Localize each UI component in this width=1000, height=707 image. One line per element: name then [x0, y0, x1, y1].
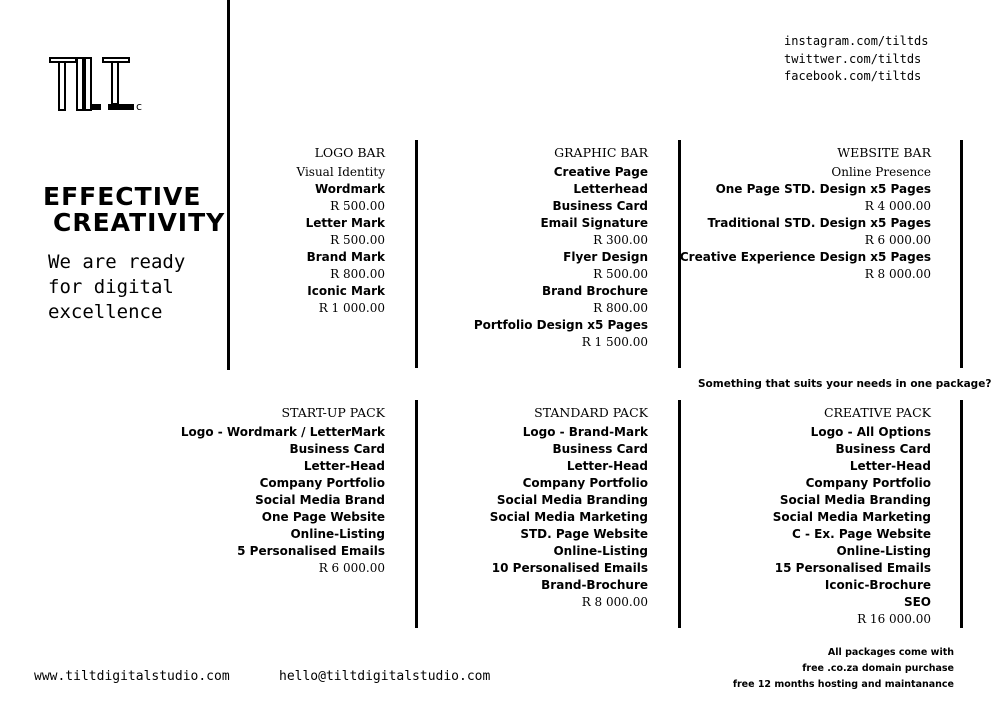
- price-or-detail: Visual Identity: [296, 165, 385, 179]
- service-item: Business Card: [835, 442, 931, 456]
- service-item: Social Media Branding: [779, 493, 931, 507]
- price-or-detail: R 500.00: [593, 267, 648, 281]
- service-item: Creative Page: [553, 165, 648, 179]
- price-or-detail: R 4 000.00: [864, 199, 931, 213]
- price-or-detail: R 500.00: [330, 233, 385, 247]
- service-item: Letter Mark: [305, 216, 385, 230]
- service-item: One Page Website: [261, 510, 385, 524]
- service-item: Letter-Head: [849, 459, 931, 473]
- logo-bar: [297, 144, 386, 317]
- service-item: One Page STD. Design x5 Pages: [715, 182, 931, 196]
- price-or-detail: R 800.00: [593, 301, 648, 315]
- price-or-detail: R 800.00: [330, 267, 385, 281]
- note-line: free .co.za domain purchase: [802, 663, 954, 674]
- service-item: STD. Page Website: [520, 527, 648, 541]
- note-line: free 12 months hosting and maintanance: [732, 679, 954, 690]
- social-links: [784, 33, 944, 86]
- service-item: Letter-Head: [566, 459, 648, 473]
- column-title: WEBSITE BAR: [837, 145, 931, 160]
- column-title: LOGO BAR: [314, 145, 385, 160]
- service-item: Social Media Branding: [496, 493, 648, 507]
- instagram-link[interactable]: instagram.com/tiltds: [784, 34, 929, 48]
- service-item: Social Media Brand: [255, 493, 385, 507]
- service-item: 10 Personalised Emails: [491, 561, 648, 575]
- logo-mark: c: [136, 100, 143, 112]
- standard-pack: [490, 404, 648, 611]
- service-item: Logo - Wordmark / LetterMark: [180, 425, 385, 439]
- service-item: SEO: [903, 595, 931, 609]
- service-item: Company Portfolio: [259, 476, 385, 490]
- service-item: Company Portfolio: [805, 476, 931, 490]
- main-divider: [227, 0, 230, 370]
- price-or-detail: R 8 000.00: [581, 595, 648, 609]
- note-line: All packages come with: [827, 647, 954, 658]
- service-item: C - Ex. Page Website: [792, 527, 931, 541]
- column-title: START-UP PACK: [281, 405, 385, 420]
- packages-note: [733, 645, 954, 693]
- service-item: Social Media Marketing: [489, 510, 648, 524]
- facebook-link[interactable]: facebook.com/tiltds: [784, 69, 922, 83]
- website-bar: [680, 144, 931, 283]
- service-item: Brand Mark: [306, 250, 385, 264]
- price-or-detail: R 6 000.00: [318, 561, 385, 575]
- service-item: Business Card: [552, 442, 648, 456]
- service-item: Flyer Design: [563, 250, 648, 264]
- service-item: Letterhead: [573, 182, 648, 196]
- service-item: Online-Listing: [553, 544, 648, 558]
- service-item: Wordmark: [314, 182, 385, 196]
- service-item: Brand-Brochure: [541, 578, 648, 592]
- service-item: Social Media Marketing: [772, 510, 931, 524]
- price-or-detail: Online Presence: [831, 165, 931, 179]
- service-item: Logo - Brand-Mark: [522, 425, 648, 439]
- column-title: GRAPHIC BAR: [554, 145, 648, 160]
- column-title: STANDARD PACK: [534, 405, 648, 420]
- price-or-detail: R 16 000.00: [857, 612, 931, 626]
- service-item: Traditional STD. Design x5 Pages: [707, 216, 931, 230]
- slogan: We are ready for digital excellence: [48, 251, 186, 323]
- price-or-detail: R 500.00: [330, 199, 385, 213]
- column-divider: [960, 400, 963, 628]
- start-up-pack: [181, 404, 385, 577]
- tilt-logo: [48, 56, 148, 112]
- service-item: Company Portfolio: [522, 476, 648, 490]
- service-item: Logo - All Options: [810, 425, 931, 439]
- service-item: Letter-Head: [303, 459, 385, 473]
- column-title: CREATIVE PACK: [823, 405, 931, 420]
- price-or-detail: R 300.00: [593, 233, 648, 247]
- column-divider: [678, 400, 681, 628]
- website-link[interactable]: www.tiltdigitalstudio.com: [34, 669, 230, 684]
- graphic-bar: [474, 144, 648, 351]
- service-item: Brand Brochure: [541, 284, 648, 298]
- service-item: Email Signature: [540, 216, 648, 230]
- price-or-detail: R 1 000.00: [318, 301, 385, 315]
- service-item: Iconic Mark: [307, 284, 385, 298]
- service-item: Business Card: [552, 199, 648, 213]
- twitter-link[interactable]: twittwer.com/tiltds: [784, 51, 922, 66]
- service-item: Creative Experience Design x5 Pages: [679, 250, 931, 264]
- price-or-detail: R 8 000.00: [864, 267, 931, 281]
- column-divider: [415, 140, 418, 368]
- service-item: Online-Listing: [836, 544, 931, 558]
- service-item: Business Card: [289, 442, 385, 456]
- price-or-detail: R 1 500.00: [581, 335, 648, 349]
- service-item: 15 Personalised Emails: [774, 561, 931, 575]
- creative-pack: [773, 404, 931, 628]
- service-item: Iconic-Brochure: [824, 578, 931, 592]
- column-divider: [960, 140, 963, 368]
- tagline-effective: EFFECTIVE: [43, 182, 202, 211]
- tagline-creativity: CREATIVITY: [53, 208, 226, 237]
- service-item: 5 Personalised Emails: [237, 544, 385, 558]
- column-divider: [415, 400, 418, 628]
- price-or-detail: R 6 000.00: [864, 233, 931, 247]
- packages-prompt: Something that suits your needs in one package?: [698, 378, 992, 390]
- service-item: Online-Listing: [290, 527, 385, 541]
- email-link[interactable]: hello@tiltdigitalstudio.com: [279, 669, 491, 684]
- service-item: Portfolio Design x5 Pages: [473, 318, 648, 332]
